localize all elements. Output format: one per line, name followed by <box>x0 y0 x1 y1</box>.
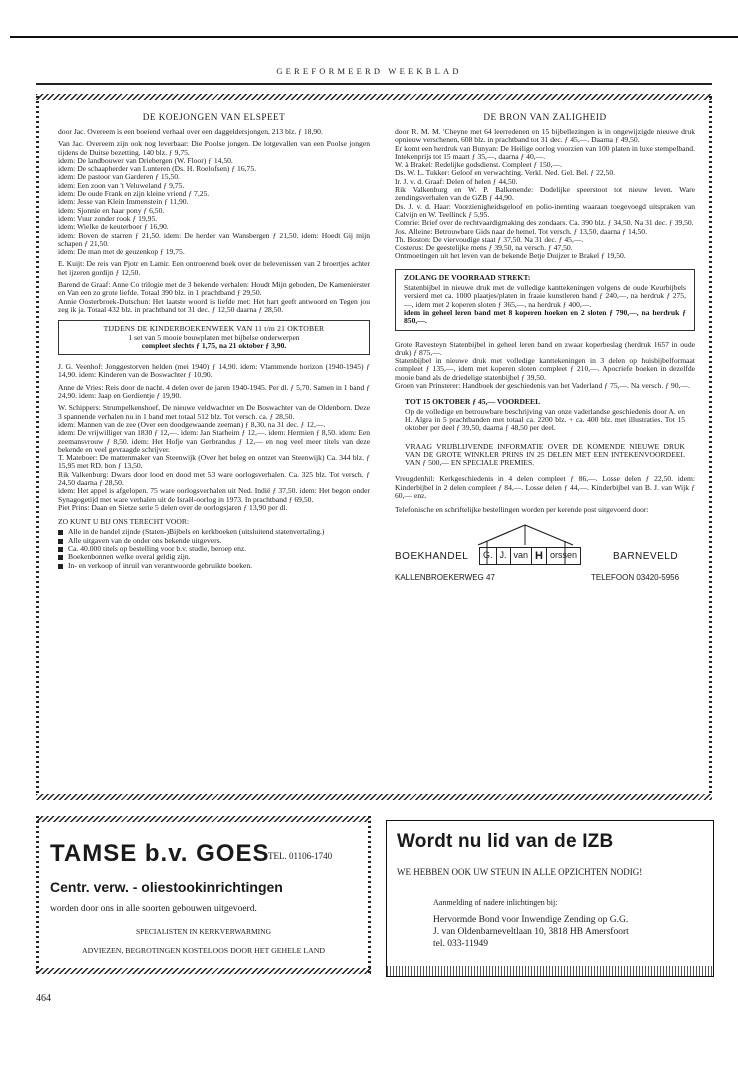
list-item: idem: De schaapherder van Lunteren (Ds. H. Roelofsen) ƒ 16,75. <box>58 164 257 174</box>
shop-phone: TELEFOON 03420-5956 <box>591 572 680 582</box>
box-text-bold: idem in geheel leren band met 8 koperen hoeken en 2 sloten ƒ 790,—, na herdruk ƒ 850,—. <box>404 307 686 326</box>
left-paragraph: idem: De vrijwilliger van 1830 ƒ 12,—. idem: Jan Starheim ƒ 12,—. idem: Hermien ƒ 8,50. idem: Een zeemansvrouw ƒ 8,50. idem: Het Hofje van Gerbrandus ƒ 12,— en nog veel meer titels van deze bekende en veel gevraagde schrijver. <box>58 428 370 454</box>
wavy-border <box>36 968 371 974</box>
tamse-line: ADVIEZEN, BEGROTINGEN KOSTELOOS DOOR HET GEHELE LAND <box>81 946 326 955</box>
box-line: compleet slechts ƒ 1,75, na 21 oktober ƒ 3,90. <box>141 340 287 350</box>
wavy-border <box>36 816 371 822</box>
right-paragraph: Statenbijbel in nieuwe druk met volledige kanttekeningen in 3 delen op huisbijbelformaat compleet ƒ 135,—, idem met koperen sloten compleet ƒ 210,—. Apocriefe boeken in dezelfde mooie band als de driedelige statenbijbel ƒ 39,50. <box>395 356 695 382</box>
left-paragraph: E. Kuijt: De reis van Pjotr en Lamir. Een ontroerend boek over de belevenissen van 2 broertjes achter het ijzeren gordijn ƒ 12,50. <box>58 259 370 277</box>
tamse-name: TAMSE b.v. GOES <box>50 840 270 867</box>
oktober-title: TOT 15 OKTOBER ƒ 45,— VOORDEEL <box>405 397 541 407</box>
list-item: idem: Vuur zonder rook ƒ 19,95. <box>58 213 158 223</box>
page-number: 464 <box>36 993 51 1004</box>
list-item: idem: De landbouwer van Driebergen (W. Floor) ƒ 14,50. <box>58 155 233 165</box>
right-paragraph: Grote Ravesteyn Statenbijbel in geheel leren band en zwaar koperbeslag (herdruk 1657 in oude druk) ƒ 875,—. <box>395 339 695 357</box>
box-title: ZOLANG DE VOORRAAD STREKT: <box>404 272 531 282</box>
left-column-title: DE KOEJONGEN VAN ELSPEET <box>142 112 286 122</box>
left-paragraph: Anne de Vries: Reis door de nacht. 4 delen over de jaren 1940-1945. Per dl. ƒ 5,70. Samen in 1 band ƒ 24,90. idem: Jaap en Gerdientje ƒ 19,90. <box>58 382 370 401</box>
shop-address: KALLENBROEKERWEG 47 <box>395 572 495 582</box>
oktober-block <box>395 394 695 438</box>
list-item: Ontmoetingen uit het leven van de bekende Betje Duijzer te Brakel ƒ 19,50. <box>395 251 626 261</box>
left-paragraph: Annie Oosterbroek-Dutschun: Het laatste woord is liefde met: Het hart geeft antwoord en Tegen jou zeg ik ja. Totaal 432 blz. in prachtband tot 31 dec. ƒ 12,50 daarna ƒ 28,50. <box>58 296 370 314</box>
right-paragraph: Er komt een herdruk van Bunyan: De Heilige oorlog voorzien van 100 platen in luxe stempelband. Intekenprijs tot 15 maart ƒ 35,—, daarna ƒ 40,—. <box>395 143 695 161</box>
left-paragraph: idem: Het appel is afgelopen. 75 ware oorlogsverhalen uit Ned. Indië ƒ 37,50. idem: Het begon onder Synagogetijd met ware verhalen uit de Israël-oorlog in 1973. In prachtband ƒ 69,50. <box>58 486 370 504</box>
shop-letter: H <box>532 548 547 564</box>
box-line: TIJDENS DE KINDERBOEKENWEEK VAN 11 t/m 21 OKTOBER <box>103 324 325 334</box>
shop-label-left: BOEKHANDEL <box>395 550 469 562</box>
wavy-border-left <box>36 96 39 796</box>
shop-letter: orssen <box>550 549 578 560</box>
right-column-title: DE BRON VAN ZALIGHEID <box>483 112 607 122</box>
list-item: idem: De oude Frank en zijn kleine vriend ƒ 7,25. <box>58 189 210 199</box>
izb-line: tel. 033-11949 <box>433 939 489 949</box>
list-item: idem: De man met de geuzenkop ƒ 19,75. <box>58 247 185 257</box>
masthead: GEREFORMEERD WEEKBLAD <box>276 66 462 76</box>
zo-title: ZO KUNT U BIJ ONS TERECHT VOOR: <box>58 517 190 527</box>
list-item: Ir. J. v. d. Graaf: Delen of helen ƒ 44,50. <box>395 176 518 186</box>
list-item: W. à Brakel: Redelijke godsdienst. Compleet ƒ 150,—. <box>395 160 562 170</box>
box-line: 1 set van 5 mooie bouwplaten met bijbelse onderwerpen <box>128 332 300 342</box>
left-paragraph: door Jac. Overeem is een boeiend verhaal over een daggeldersjongen, 213 blz. ƒ 18,90. <box>58 127 323 136</box>
list-item: Comrie: Brief over de rechtvaardigmaking des zondaars. Ca. 390 blz. ƒ 34,50. Na 31 dec. ƒ 39,50. <box>395 218 694 228</box>
list-item: Th. Boston: De viervoudige staat ƒ 37,50. Na 31 dec. ƒ 45,—. <box>395 234 584 244</box>
left-column <box>58 112 370 570</box>
wavy-border-bottom <box>36 794 712 800</box>
left-paragraph: Barend de Graaf: Anne Co trilogie met de 3 bekende verhalen: Houdt Mijn geboden, De Kamenierster en Van een zo grote liefde. Totaal 390 blz. in 1 prachtband ƒ 29,50. <box>58 280 370 298</box>
list-item: Rik Valkenburg en W. P. Balkenende: Dodelijke speerstoot tot nieuw leven. Ware zendingsverhalen van de GZB ƒ 44,90. <box>395 185 695 203</box>
list-item: Jos. Alleine: Betrouwbare Gids naar de hemel. Tot versch. ƒ 13,50, daarna ƒ 14,50. <box>395 226 647 236</box>
kinderboekenweek-box <box>58 320 370 355</box>
list-item: Boekenbonnen welke overal geldig zijn. <box>58 553 370 561</box>
list-item: idem: Jesse van Klein Immenstein ƒ 11,90. <box>58 197 189 207</box>
oktober-text: Op de volledige en betrouwbare beschrijving van onze vaderlandse geschiedenis door A. en H. Algra in 5 prachtbanden met totaal ca. 2200 blz. + ca. 400 blz. met illustraties. Tot 15 oktober per deel ƒ 39,50, daarna ƒ 48,50 per deel. <box>405 406 685 433</box>
right-paragraph: Groen van Prinsterer: Handboek der geschiedenis van het Vaderland ƒ 75,—. Na versch. ƒ 90,—. <box>395 381 690 391</box>
tamse-line: SPECIALISTEN IN KERKVERWARMING <box>136 927 271 936</box>
list-item: idem: Sjonnie en haar pony ƒ 6,50. <box>58 205 165 215</box>
izb-title: Wordt nu lid van de IZB <box>397 831 614 852</box>
left-paragraph: idem: Mannen van de zee (Over een doodgewaande zeeman) ƒ 8,30, na 31 dec. ƒ 12,—. <box>58 419 326 429</box>
left-paragraph: W. Schippers: Strumpelkenshoef, De nieuwe veldwachter en De Boswachter van de Oldenborn. Deze 3 spannende verhalen nu in 1 band met totaal 512 blz. Tot versch. ca. ƒ 28,50. <box>58 403 370 421</box>
list-item: Alle in de handel zijnde (Staten-)Bijbels en kerkboeken (uitsluitend statenvertaling.) <box>58 528 370 536</box>
vraag-text: VRAAG VRIJBLIJVENDE INFORMATIE OVER DE KOMENDE NIEUWE DRUK VAN DE GROTE WINKLER PRINS IN 25 DELEN MET EEN INTEKENVOORDEEL VAN ƒ 500,— EN SPECIALE PREMIES. <box>405 441 685 468</box>
izb-line: WE HEBBEN OOK UW STEUN IN ALLE OPZICHTEN NODIG! <box>397 867 643 877</box>
tamse-advertisement <box>36 816 371 976</box>
list-item: Ca. 40.000 titels op bestelling voor b.v. studie, beroep enz. <box>58 545 370 553</box>
list-item: idem: Wielke de keuterboer ƒ 16,90. <box>58 222 169 232</box>
box-text: Statenbijbel in nieuwe druk met de volledige kanttekeningen volgens de oude Keurbijbels versierd met ca. 1000 plaatjes/platen in fraaie kunstleren band ƒ 240,—, na herdruk ƒ 275,—, idem met 2 koperen sloten ƒ 365,—, na herdruk ƒ 400,—. <box>404 283 686 309</box>
texture-strip <box>387 966 713 976</box>
right-book-list <box>395 161 695 261</box>
right-paragraph: door R. M. M. 'Cheyne met 64 leerredenen en 15 bijbellezingen is in ongewijzigde nieuwe druk opnieuw verschenen, 608 blz. in prachtband tot 31 dec. ƒ 45,—. Daarna ƒ 49,50. <box>395 127 695 145</box>
voorraad-box <box>395 269 695 331</box>
list-item: Ds. W. L. Tukker: Geloof en verwachting. Verkl. Ned. Gel. Bel. ƒ 22,50. <box>395 168 616 178</box>
list-item: idem: Een zoon van 't Veluweland ƒ 9,75. <box>58 180 185 190</box>
right-paragraph: Telefonische en schriftelijke bestellingen worden per kerende post uitgevoerd door: <box>395 505 649 515</box>
tamse-line: Centr. verw. - oliestookinrichtingen <box>50 879 283 895</box>
list-item: Alle uitgaven van de onder ons bekende uitgevers. <box>58 537 370 545</box>
tamse-line: worden door ons in alle soorten gebouwen uitgevoerd. <box>50 904 257 914</box>
wavy-border-right <box>709 96 712 796</box>
left-book-list <box>58 157 370 257</box>
service-list <box>58 528 370 569</box>
shop-letter: van <box>511 548 533 564</box>
izb-line: J. van Oldenbarneveltlaan 10, 3818 HB Amersfoort <box>433 927 629 937</box>
left-paragraph: J. G. Veenhof: Jonggestorven helden (mei 1940) ƒ 14,90. idem: Vlammende horizon (1940-1945) ƒ 14,90. idem: Kinderen van de Boswachter ƒ 10,90. <box>58 362 370 380</box>
izb-line: Hervormde Bond voor Inwendige Zending op G.G. <box>433 915 629 925</box>
left-paragraph: Rik Valkenburg: Dwars door lood en dood met 53 ware oorlogsverhalen. Ca. 325 blz. Tot versch. ƒ 24,50 daarna ƒ 28,50. <box>58 469 370 487</box>
shop-label-right: BARNEVELD <box>613 550 679 562</box>
boekhandel-logo <box>395 523 695 593</box>
shop-letter: G. <box>480 548 497 564</box>
izb-advertisement <box>386 820 714 977</box>
izb-line: Aanmelding of nadere inlichtingen bij: <box>433 898 558 907</box>
shop-name-box <box>479 547 581 565</box>
tamse-tel: TEL. 01106-1740 <box>268 851 333 861</box>
wavy-border-top <box>36 94 712 100</box>
list-item: idem: De pastoor van Garderen ƒ 15,50. <box>58 172 180 182</box>
shop-letter: J. <box>497 548 511 564</box>
left-paragraph: T. Mateboer: De mattenmaker van Steenwijk (Over het beleg en ontzet van Steenwijk) Ca. 344 blz. ƒ 15,95 met RD. bon ƒ 13,50. <box>58 453 370 471</box>
right-paragraph: Vreugdenhil: Kerkgeschiedenis in 4 delen compleet ƒ 86,—. Losse delen ƒ 22,50. idem: Kinderbijbel in 2 delen compleet ƒ 84,—. Losse delen ƒ 44,—. Kinderbijbel van B. J. van Wijk ƒ 60,— enz. <box>395 474 695 500</box>
vraag-block <box>395 439 695 476</box>
right-column <box>395 112 695 593</box>
left-paragraph: Van Jac. Overeem zijn ook nog leverbaar: Die Poolse jongen. De lotgevallen van een Poolse jongen tijdens de Duitse bezetting. 140 blz. ƒ 9,75. <box>58 139 370 157</box>
left-paragraph: Piet Prins: Daan en Sietze serie 5 delen over de oorlogsjaren ƒ 13,90 per dl. <box>58 502 288 512</box>
list-item: Ds. J. v. d. Haar: Voorzienigheidsgeloof en polio-inenting waaraan toegevoegd uitspraken van Calvijn en W. Teellinck ƒ 5,95. <box>395 201 695 219</box>
list-item: idem: Boven de starren ƒ 21,50. idem: De herder van Wansbergen ƒ 21,50. idem: Hoedt Gij mijn schapen ƒ 21,50. <box>58 230 370 248</box>
header-rule <box>36 83 712 85</box>
list-item: In- en verkoop of inruil van verantwoorde gebruikte boeken. <box>58 562 370 570</box>
list-item: Costerus: De geestelijke mens ƒ 39,50, na versch. ƒ 47,50. <box>395 243 573 253</box>
top-rule <box>10 36 738 38</box>
